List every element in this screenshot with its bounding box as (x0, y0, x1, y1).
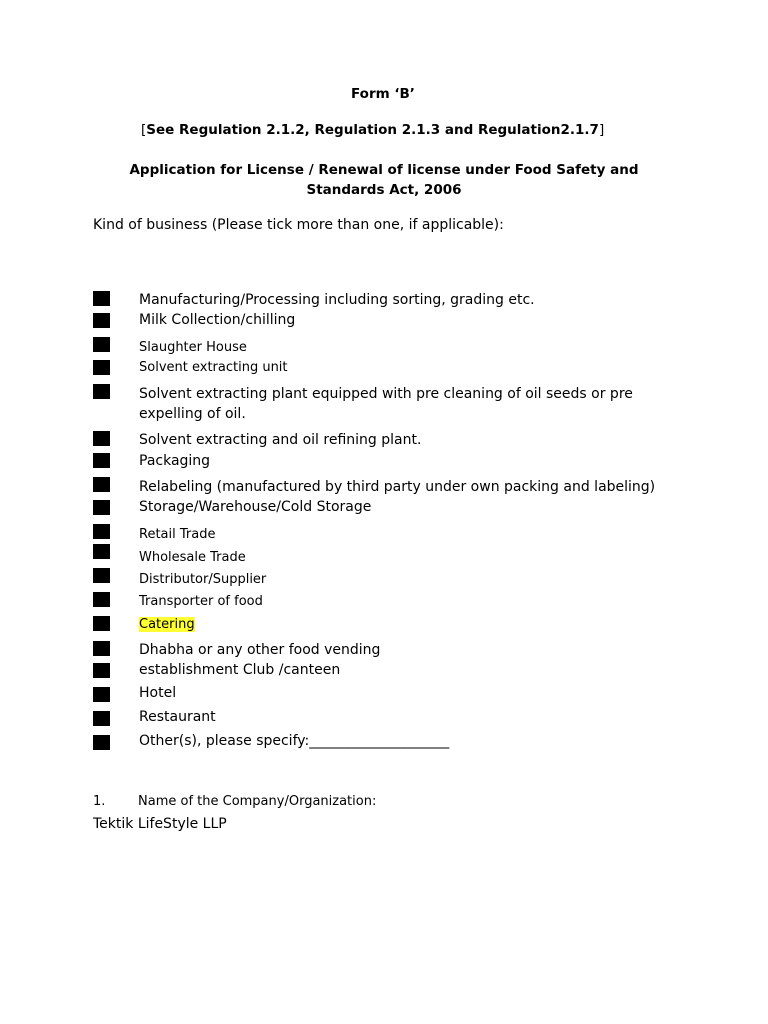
list-item: Milk Collection/chilling (139, 312, 296, 328)
list-item: Hotel (139, 685, 177, 701)
company-name-value: Tektik LifeStyle LLP (93, 816, 227, 832)
list-item: Restaurant (139, 709, 216, 725)
checkbox[interactable] (93, 384, 110, 399)
checkbox[interactable] (93, 711, 110, 726)
list-item: Slaughter House (139, 340, 247, 355)
checkbox[interactable] (93, 616, 110, 631)
checkbox[interactable] (93, 453, 110, 468)
checkbox[interactable] (93, 313, 110, 328)
checkbox[interactable] (93, 735, 110, 750)
form-title: Form ‘B’ (351, 86, 415, 102)
checkbox[interactable] (93, 568, 110, 583)
list-item: establishment Club /canteen (139, 662, 341, 678)
checkbox[interactable] (93, 500, 110, 515)
list-item: Packaging (139, 453, 211, 469)
list-item: Manufacturing/Processing including sorting, grading etc. (139, 292, 535, 308)
kind-of-business-label: Kind of business (Please tick more than one, if applicable): (93, 217, 504, 233)
list-item: Solvent extracting and oil refining plant. (139, 432, 422, 448)
checkbox[interactable] (93, 544, 110, 559)
checkbox[interactable] (93, 360, 110, 375)
regulation-reference (141, 122, 604, 138)
checkbox[interactable] (93, 663, 110, 678)
checkbox[interactable] (93, 337, 110, 352)
question-1-label: Name of the Company/Organization: (138, 794, 377, 809)
checkbox[interactable] (93, 291, 110, 306)
list-item: Transporter of food (139, 594, 263, 609)
list-item: Other(s), please specify:____________________ (139, 733, 450, 749)
checkbox[interactable] (93, 524, 110, 539)
regulation-close-bracket: ] (598, 122, 605, 138)
list-item: Solvent extracting plant equipped with pre cleaning of oil seeds or pre expelling of oil. (139, 386, 633, 422)
list-item: Distributor/Supplier (139, 572, 267, 587)
regulation-open-bracket: [ (141, 122, 147, 138)
application-title: Application for License / Renewal of license under Food Safety and Standards Act, 2006 (129, 162, 639, 198)
checkbox[interactable] (93, 592, 110, 607)
checkbox[interactable] (93, 431, 110, 446)
question-1-number: 1. (93, 794, 106, 809)
list-item (139, 617, 195, 632)
list-item: Relabeling (manufactured by third party under own packing and labeling) (139, 479, 656, 495)
highlighted-text: Catering (139, 617, 195, 632)
checkbox[interactable] (93, 641, 110, 656)
list-item: Wholesale Trade (139, 550, 246, 565)
list-item: Retail Trade (139, 527, 216, 542)
regulation-text: See Regulation 2.1.2, Regulation 2.1.3 and Regulation2.1.7 (146, 122, 599, 138)
list-item: Storage/Warehouse/Cold Storage (139, 499, 372, 515)
list-item: Solvent extracting unit (139, 360, 288, 375)
checkbox[interactable] (93, 477, 110, 492)
checkbox[interactable] (93, 687, 110, 702)
list-item: Dhabha or any other food vending (139, 642, 381, 658)
